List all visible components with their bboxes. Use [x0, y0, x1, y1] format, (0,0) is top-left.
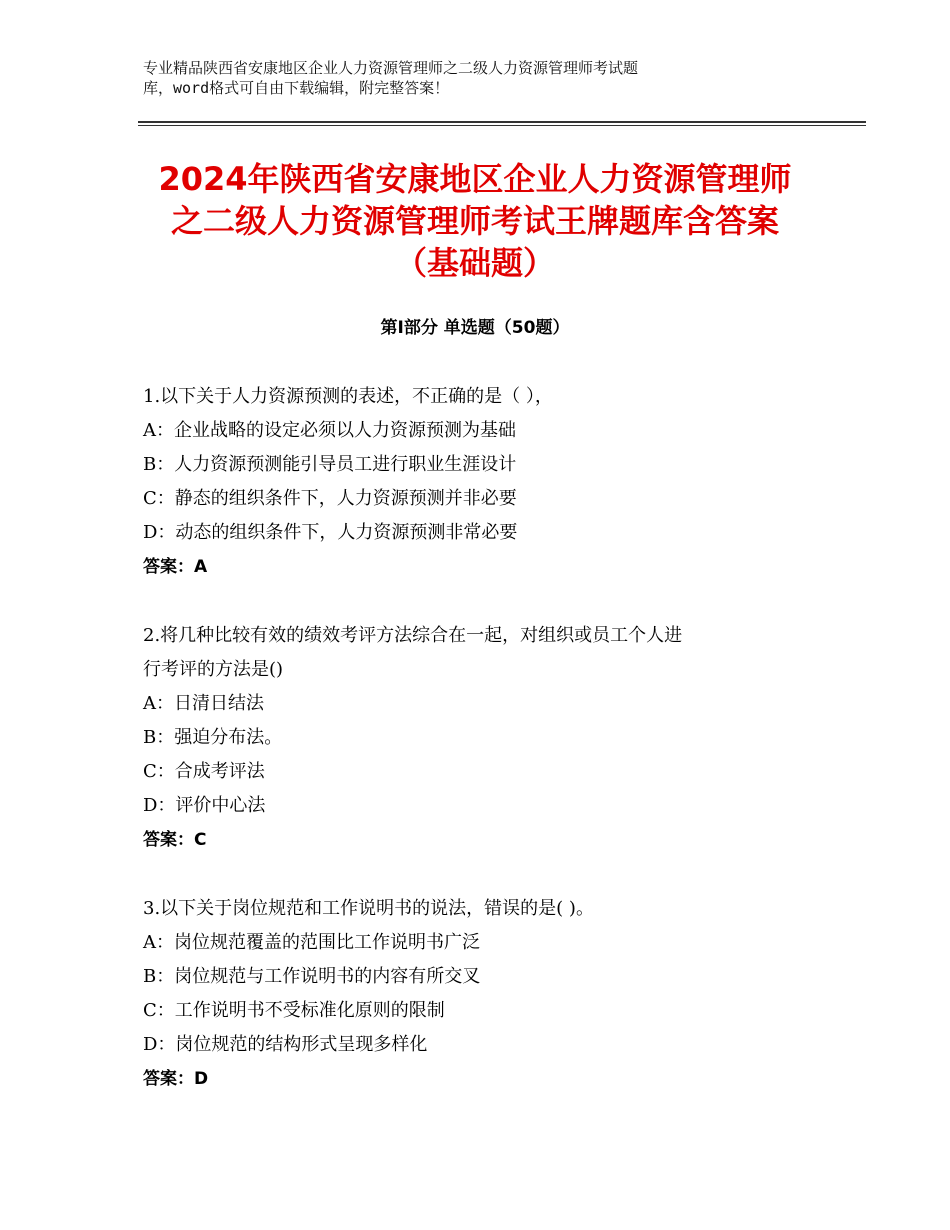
- header-divider-thick: [138, 121, 866, 123]
- question-1: [143, 380, 823, 584]
- question-3: [143, 892, 823, 1096]
- option-c: C：合成考评法: [143, 761, 265, 782]
- answer: 答案：D: [143, 1069, 209, 1089]
- option-c: C：工作说明书不受标准化原则的限制: [143, 1000, 445, 1021]
- question-stem: 2.将几种比较有效的绩效考评方法综合在一起，对组织或员工个人进: [143, 625, 683, 646]
- answer: 答案：A: [143, 557, 208, 577]
- header-note-line-1: 专业精品陕西省安康地区企业人力资源管理师之二级人力资源管理师考试题: [143, 59, 639, 77]
- option-a: A：岗位规范覆盖的范围比工作说明书广泛: [143, 932, 480, 953]
- question-stem-continued: 行考评的方法是(): [143, 659, 284, 680]
- question-stem: 3.以下关于岗位规范和工作说明书的说法，错误的是( )。: [143, 898, 594, 919]
- header-divider-thin: [138, 125, 866, 126]
- option-d: D：岗位规范的结构形式呈现多样化: [143, 1034, 428, 1055]
- question-stem: 1.以下关于人力资源预测的表述，不正确的是（ ），: [143, 386, 553, 407]
- option-b: B：人力资源预测能引导员工进行职业生涯设计: [143, 454, 517, 475]
- header-note-line-2: 库，word格式可自由下载编辑，附完整答案！: [143, 79, 450, 97]
- document-title-line-3: （基础题）: [394, 244, 555, 282]
- option-b: B：岗位规范与工作说明书的内容有所交叉: [143, 966, 481, 987]
- option-d: D：评价中心法: [143, 795, 266, 816]
- option-c: C：静态的组织条件下，人力资源预测并非必要: [143, 488, 517, 509]
- document-title: [120, 158, 830, 284]
- option-a: A：日清日结法: [143, 693, 264, 714]
- document-title-line-2: 之二级人力资源管理师考试王牌题库含答案: [170, 202, 779, 240]
- option-d: D：动态的组织条件下，人力资源预测非常必要: [143, 522, 518, 543]
- header-note: [143, 58, 783, 98]
- option-a: A：企业战略的设定必须以人力资源预测为基础: [143, 420, 516, 441]
- document-title-line-1: 2024年陕西省安康地区企业人力资源管理师: [158, 160, 792, 198]
- option-b: B：强迫分布法。: [143, 727, 283, 748]
- section-heading: 第Ⅰ部分 单选题（50题）: [380, 318, 570, 338]
- answer: 答案：C: [143, 830, 207, 850]
- question-2: [143, 619, 823, 857]
